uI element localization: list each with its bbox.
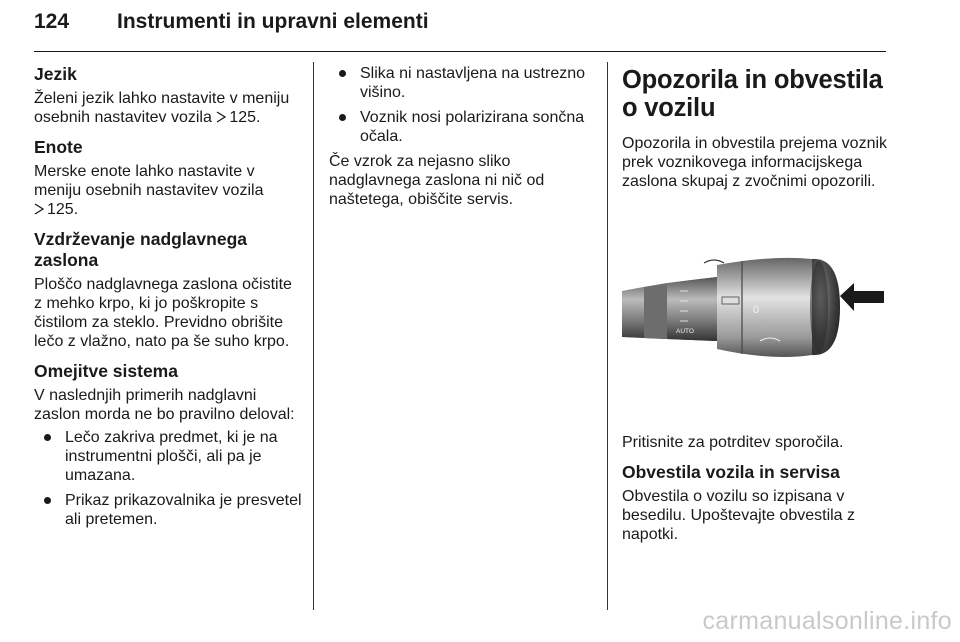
paragraph-enote bbox=[34, 162, 304, 219]
bullet-list-column2 bbox=[329, 64, 597, 146]
ref-enote[interactable]: 125. bbox=[47, 201, 79, 218]
paragraph-obvestila: Obvestila o vozilu so izpisana v besedilu. Upoštevajte obvestila z napotki. bbox=[622, 488, 856, 543]
watermark: carmanualsonline.info bbox=[702, 607, 952, 635]
paragraph-intro: Opozorila in obvestila prejema voznik prek voznikovega informacijskega zaslona skupaj z zvočnimi opozorili. bbox=[622, 135, 888, 190]
column-2 bbox=[329, 64, 597, 213]
column-1 bbox=[34, 64, 304, 535]
paragraph-servis: Če vzrok za nejasno sliko nadglavnega zaslona ni nič od naštetega, obiščite servis. bbox=[329, 153, 545, 208]
stalk-drawing bbox=[622, 221, 888, 407]
paragraph-jezik bbox=[34, 89, 304, 127]
column-3 bbox=[622, 64, 888, 548]
column-divider-1 bbox=[313, 62, 314, 610]
heading-vzdrzevanje: Vzdrževanje nadglavnega zaslona bbox=[34, 229, 247, 270]
ref-jezik[interactable]: 125. bbox=[229, 109, 261, 126]
stalk-collar bbox=[717, 258, 820, 357]
bullet-dot bbox=[339, 114, 346, 121]
list-item: Slika ni nastavljena na ustrezno višino. bbox=[329, 64, 597, 102]
press-arrow-icon bbox=[840, 283, 884, 311]
chapter-title: Instrumenti in upravni elementi bbox=[117, 10, 429, 33]
page-reference-icon bbox=[34, 201, 44, 213]
page-header bbox=[34, 8, 886, 52]
column-divider-2 bbox=[607, 62, 608, 610]
text-jezik: Želeni jezik lahko nastavite v meniju osebnih nastavitev vozila bbox=[34, 90, 290, 126]
heading-omejitve: Omejitve sistema bbox=[34, 361, 178, 381]
zero-label: 0 bbox=[753, 304, 760, 316]
bullet-list-omejitve bbox=[34, 428, 304, 529]
bullet-dot bbox=[44, 434, 51, 441]
bullet-dot bbox=[44, 497, 51, 504]
paragraph-omejitve: V naslednjih primerih nadglavni zaslon morda ne bo pravilno deloval: bbox=[34, 387, 295, 423]
figure-caption: Pritisnite za potrditev sporočila. bbox=[622, 434, 844, 451]
list-item: Lečo zakriva predmet, ki je na instrumentni plošči, ali pa je umazana. bbox=[34, 428, 304, 485]
heading-obvestila-servisa: Obvestila vozila in servisa bbox=[622, 462, 840, 482]
bullet-dot bbox=[339, 70, 346, 77]
heading-enote: Enote bbox=[34, 137, 83, 157]
list-item: Prikaz prikazovalnika je presvetel ali pretemen. bbox=[34, 491, 304, 529]
auto-label: AUTO bbox=[676, 328, 694, 335]
page-number: 124 bbox=[34, 10, 70, 33]
list-item: Voznik nosi polarizirana sončna očala. bbox=[329, 108, 597, 146]
section-heading: Opozorila in obvestila o vozilu bbox=[622, 66, 883, 122]
page-reference-icon bbox=[216, 109, 226, 121]
heading-jezik: Jezik bbox=[34, 64, 77, 84]
paragraph-vzdrzevanje: Ploščo nadglavnega zaslona očistite z mehko krpo, ki jo poškropite s čistilom za steklo. Previdno obrišite lečo z vlažno, nato pa še suho krpo. bbox=[34, 276, 292, 350]
text-enote: Merske enote lahko nastavite v meniju osebnih nastavitev vozila bbox=[34, 163, 264, 199]
stalk-illustration bbox=[622, 221, 888, 407]
